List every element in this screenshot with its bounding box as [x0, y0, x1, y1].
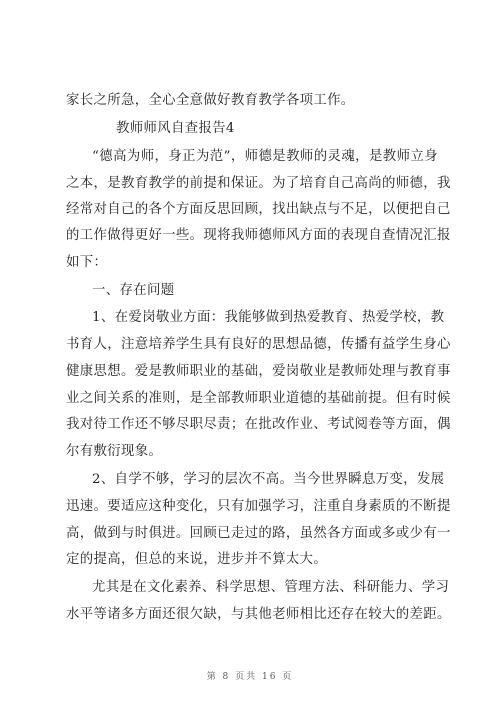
section-title: 教师师风自查报告4: [116, 121, 235, 136]
page-number-label: 第 8 页共 16 页: [206, 672, 294, 682]
text-line: 之本，是教育教学的前提和保证。为了培育自己高尚的师德，我: [66, 176, 451, 191]
text-line: 的工作做得更好一些。现将我师德师风方面的表现自查情况汇报: [66, 228, 451, 243]
text-line: 高，做到与时俱进。回顾已走过的路，虽然各方面或多或少有一: [66, 526, 451, 541]
text-line: 我对待工作还不够尽职尽责；在批改作业、考试阅卷等方面，偶: [66, 417, 451, 432]
text-line: 如下：: [66, 255, 108, 270]
text-line: 迅速。要适应这种变化，只有加强学习，注重自身素质的不断提: [66, 499, 451, 514]
text-line: 经常对自己的各个方面反思回顾，找出缺点与不足，以便把自己: [66, 202, 451, 217]
text-line: 尔有敷衍现象。: [66, 444, 163, 459]
text-line: 1、在爱岗敬业方面：我能够做到热爱教育、热爱学校，教: [92, 310, 445, 325]
text-line: 业之间关系的准则，是全部教师职业道德的基础前提。但有时候: [66, 391, 451, 406]
text-line: 2、自学不够，学习的层次不高。当今世界瞬息万变，发展: [92, 472, 445, 487]
section-heading: 一、存在问题: [92, 283, 175, 298]
text-line: 健康思想。爱是教师职业的基础，爱岗敬业是教师处理与教育事: [66, 364, 451, 379]
text-line: 家长之所急，全心全意做好教育教学各项工作。: [66, 93, 355, 108]
text-line: “德高为师，身正为范”，师德是教师的灵魂，是教师立身: [92, 149, 438, 164]
text-line: 水平等诸多方面还很欠缺，与其他老师相比还存在较大的差距。: [66, 607, 451, 622]
page-footer: [0, 669, 500, 682]
text-line: 书育人，注意培养学生具有良好的思想品德，传播有益学生身心: [66, 337, 451, 352]
text-line: 定的提高，但总的来说，进步并不算太大。: [66, 552, 328, 567]
text-line: 尤其是在文化素养、科学思想、管理方法、科研能力、学习: [92, 580, 450, 595]
